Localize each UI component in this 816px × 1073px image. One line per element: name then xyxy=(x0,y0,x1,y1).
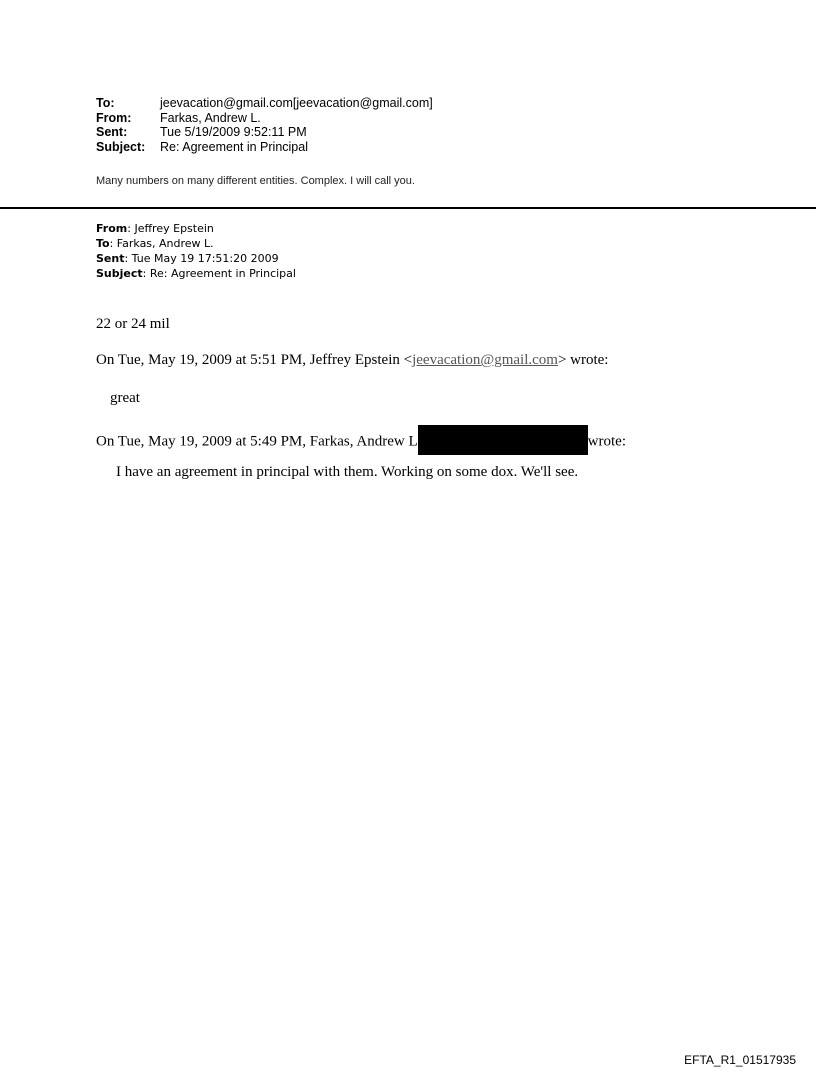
orig-from-value: : Jeffrey Epstein xyxy=(127,222,214,235)
quote1-outro: > wrote: xyxy=(557,352,609,368)
subject-label: Subject: xyxy=(96,139,146,154)
quote1-intro: On Tue, May 19, 2009 at 5:51 PM, Jeffrey Epstein < xyxy=(96,352,413,368)
original-header xyxy=(96,221,296,281)
sent-row xyxy=(96,125,433,140)
orig-from-label: From xyxy=(96,222,128,235)
email-link[interactable]: jeevacation@gmail.com xyxy=(412,352,558,368)
divider xyxy=(0,207,816,209)
redaction-box xyxy=(418,425,588,455)
orig-from-row xyxy=(96,221,296,236)
orig-sent-value: : Tue May 19 17:51:20 2009 xyxy=(124,252,279,265)
quote2-header xyxy=(96,427,626,457)
to-value: jeevacation@gmail.com[jeevacation@gmail.com] xyxy=(160,96,433,110)
orig-to-label: To xyxy=(96,237,110,250)
quote2-intro: On Tue, May 19, 2009 at 5:49 PM, Farkas, Andrew L xyxy=(96,433,418,450)
subject-value: Re: Agreement in Principal xyxy=(160,139,308,154)
reply-message: Many numbers on many different entities. Complex. I will call you. xyxy=(96,175,415,187)
from-label: From: xyxy=(96,110,132,125)
sent-label: Sent: xyxy=(96,125,128,139)
orig-sent-row xyxy=(96,251,296,266)
orig-to-value: : Farkas, Andrew L. xyxy=(109,237,214,250)
message-line-1: 22 or 24 mil xyxy=(96,316,170,332)
orig-sent-label: Sent xyxy=(96,252,125,265)
from-row xyxy=(96,111,433,126)
sent-value: Tue 5/19/2009 9:52:11 PM xyxy=(160,125,307,139)
quote2-body: I have an agreement in principal with them. Working on some dox. We'll see. xyxy=(116,464,579,480)
orig-subject-label: Subject xyxy=(96,267,143,280)
orig-to-row xyxy=(96,236,296,251)
subject-row xyxy=(96,140,433,155)
email-header xyxy=(96,96,433,154)
quote1-body: great xyxy=(110,390,140,406)
from-value: Farkas, Andrew L. xyxy=(160,110,261,125)
quote1-header xyxy=(96,352,608,369)
orig-subject-row xyxy=(96,266,296,281)
orig-subject-value: : Re: Agreement in Principal xyxy=(142,267,296,280)
quote2-outro: wrote: xyxy=(587,433,626,450)
to-row xyxy=(96,96,433,111)
to-label: To: xyxy=(96,96,115,110)
document-id: EFTA_R1_01517935 xyxy=(684,1053,796,1067)
